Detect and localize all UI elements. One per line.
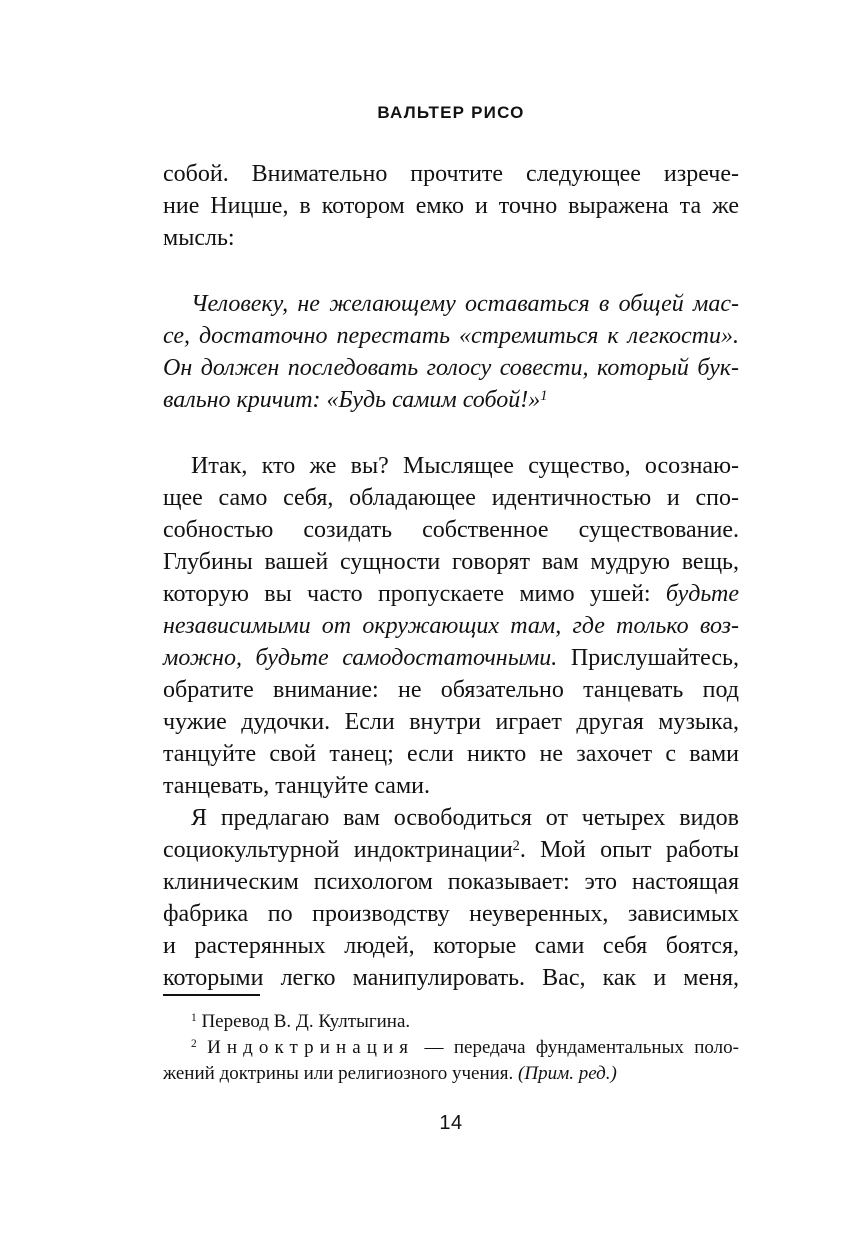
paragraph-line xyxy=(163,930,739,962)
text-segment: можно, будьте самодостаточными. xyxy=(163,645,558,671)
paragraph-line xyxy=(163,642,739,674)
text-segment: собой. Внимательно прочтите следующее изрече- xyxy=(163,161,739,187)
paragraph-line xyxy=(163,482,739,514)
paragraph-line xyxy=(163,578,739,610)
paragraph-line xyxy=(163,898,739,930)
paragraph-line xyxy=(163,546,739,578)
text-segment: будьте xyxy=(665,581,739,607)
footnote-line xyxy=(163,1009,739,1035)
paragraph-line xyxy=(163,834,739,866)
text-segment: социокультурной индоктринации xyxy=(163,837,513,863)
paragraph-line xyxy=(163,866,739,898)
footnote-line xyxy=(163,1035,739,1061)
text-segment: танцевать, танцуйте сами. xyxy=(163,773,430,799)
footnote-line xyxy=(163,1061,739,1087)
text-segment: вально кричит: «Будь самим собой!» xyxy=(163,387,541,413)
text-segment xyxy=(197,1037,207,1058)
footnote-reference: 1 xyxy=(191,1012,197,1025)
text-segment: клиническим психологом показывает: это настоящая xyxy=(163,869,739,895)
paragraph-line xyxy=(163,450,739,482)
paragraph-line xyxy=(163,962,739,994)
footnote xyxy=(163,1009,739,1035)
text-segment: чужие дудочки. Если внутри играет другая музыка, xyxy=(163,709,739,735)
body-paragraph xyxy=(163,450,739,802)
text-segment: Индоктринация xyxy=(207,1037,415,1058)
paragraph-line xyxy=(163,738,739,770)
paragraph-line xyxy=(163,770,739,802)
text-segment: мысль: xyxy=(163,225,235,251)
text-segment: которую вы часто пропускаете мимо ушей: xyxy=(163,581,666,607)
text-segment: Я предлагаю вам освободиться от четырех видов xyxy=(191,805,739,831)
text-segment: Глубины вашей сущности говорят вам мудрую вещь, xyxy=(163,549,739,575)
text-segment: собностью созидать собственное существование. xyxy=(163,517,739,543)
paragraph-line xyxy=(163,706,739,738)
text-segment: и растерянных людей, которые сами себя боятся, xyxy=(163,933,739,959)
paragraph-line xyxy=(163,610,739,642)
quote-line xyxy=(163,320,739,352)
text-segment: (Прим. ред.) xyxy=(518,1063,617,1084)
paragraph-line xyxy=(163,158,739,190)
page-number: 14 xyxy=(439,1112,463,1134)
paragraph-line xyxy=(163,222,739,254)
text-segment: Перевод В. Д. Култыгина. xyxy=(196,1011,411,1032)
quote-line xyxy=(163,384,739,416)
text-segment: — передача фундаментальных поло- xyxy=(414,1037,739,1058)
text-segment: которыми легко манипулировать. Вас, как и меня, xyxy=(163,965,739,991)
footnote-separator xyxy=(163,994,260,996)
text-segment: фабрика по производству неуверенных, зависимых xyxy=(163,901,739,927)
text-segment: Итак, кто же вы? Мыслящее существо, осознаю- xyxy=(191,453,739,479)
text-segment: щее само себя, обладающее идентичностью и спо- xyxy=(163,485,739,511)
running-header: ВАЛЬТЕР РИСО xyxy=(377,103,525,122)
quote-line xyxy=(163,288,739,320)
text-segment: независимыми от окружающих там, где только воз- xyxy=(163,613,739,639)
paragraph-line xyxy=(163,514,739,546)
footnotes-section xyxy=(163,994,739,1087)
text-segment: Человеку, не желающему оставаться в общей мас- xyxy=(191,291,739,317)
quote-line xyxy=(163,352,739,384)
text-body xyxy=(163,158,739,994)
text-segment: Он должен последовать голосу совести, который бук- xyxy=(163,355,739,381)
footnote-reference: 1 xyxy=(540,387,548,404)
footnote-reference: 2 xyxy=(512,837,520,854)
block-quote xyxy=(163,288,739,416)
text-segment: Прислушайтесь, xyxy=(557,645,739,671)
footnote xyxy=(163,1035,739,1087)
text-segment: обратите внимание: не обязательно танцевать под xyxy=(163,677,739,703)
body-paragraph xyxy=(163,802,739,994)
text-segment: жений доктрины или религиозного учения. xyxy=(163,1063,519,1084)
paragraph-line xyxy=(163,190,739,222)
paragraph-line xyxy=(163,674,739,706)
text-segment: ние Ницше, в котором емко и точно выражена та же xyxy=(163,193,739,219)
text-segment: танцуйте свой танец; если никто не захочет с вами xyxy=(163,741,739,767)
paragraph-line xyxy=(163,802,739,834)
footnote-reference: 2 xyxy=(191,1038,197,1051)
text-segment: . Мой опыт работы xyxy=(519,837,739,863)
text-segment: се, достаточно перестать «стремиться к легкости». xyxy=(163,323,739,349)
body-paragraph xyxy=(163,158,739,254)
